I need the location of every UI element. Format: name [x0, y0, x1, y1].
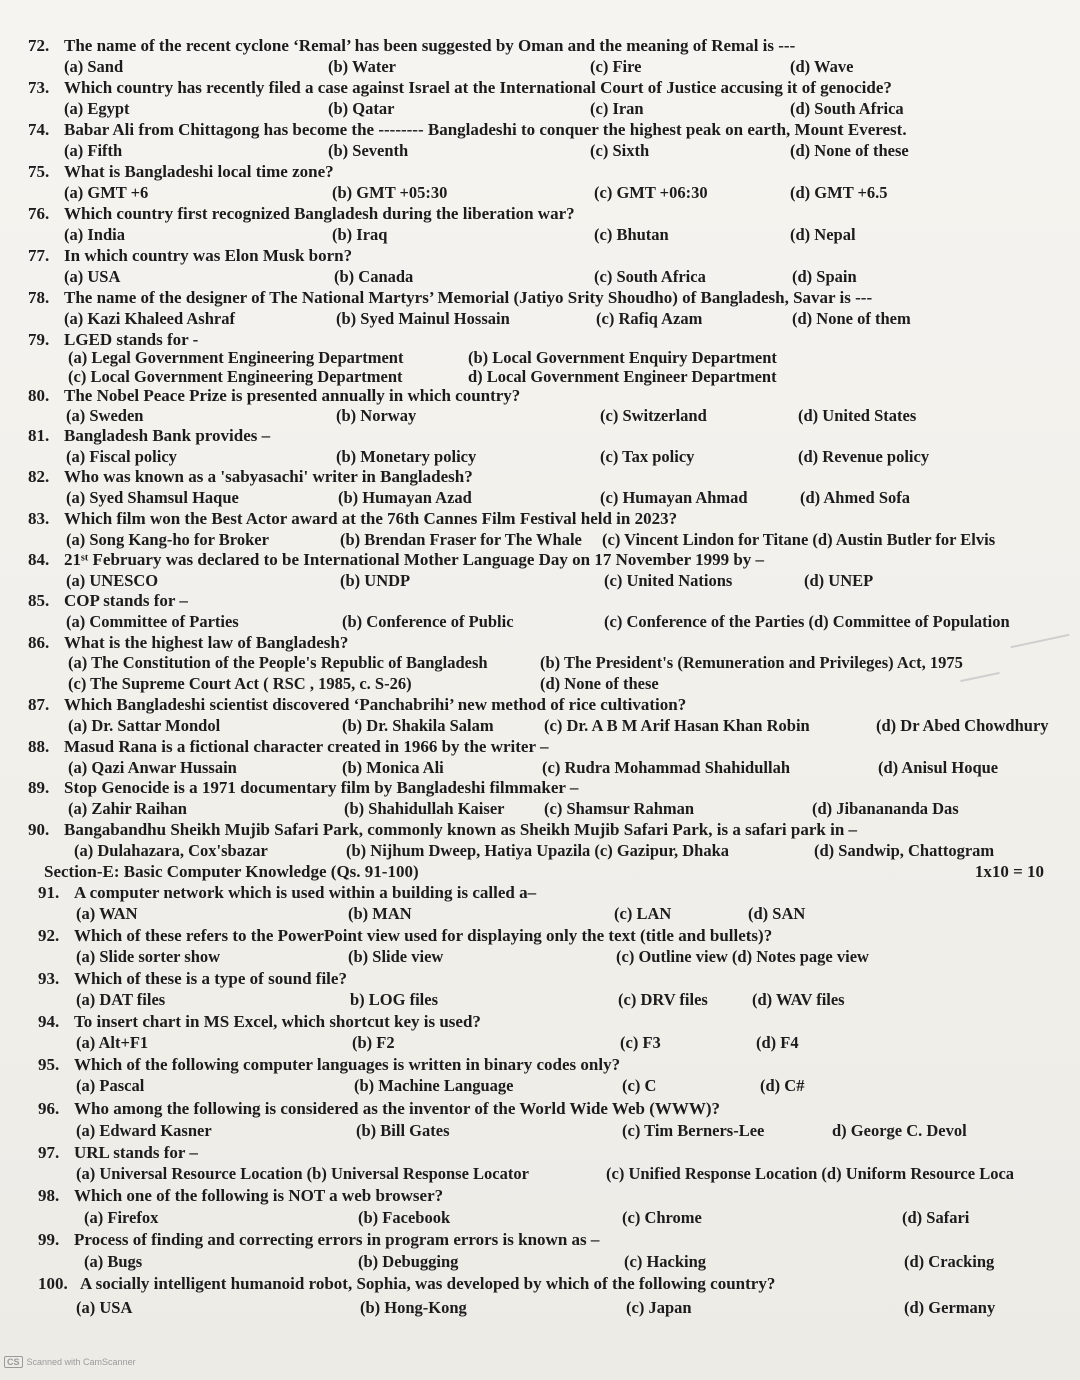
option-a[interactable]: (a) UNESCO	[66, 571, 159, 590]
options-76	[64, 225, 1074, 245]
question-83	[28, 509, 1068, 529]
option-a[interactable]: (a) Song Kang-ho for Broker	[66, 530, 269, 549]
option-b[interactable]: (b) Water	[328, 57, 396, 76]
option-d[interactable]: (d) Sandwip, Chattogram	[814, 841, 995, 860]
option-a[interactable]: (a) Dulahazara, Cox'sbazar	[74, 841, 268, 860]
question-72	[28, 36, 1068, 56]
section-heading	[44, 862, 1044, 882]
options-77	[64, 267, 1074, 287]
question-number: 76.	[28, 204, 50, 223]
question-text: COP stands for –	[64, 591, 188, 610]
question-number: 95.	[38, 1055, 60, 1074]
question-number: 97.	[38, 1143, 60, 1162]
question-80	[28, 386, 1068, 406]
option-c[interactable]: (c) Iran	[590, 99, 644, 118]
option-b[interactable]: (b) Monetary policy	[336, 447, 477, 466]
option-a[interactable]: (a) The Constitution of the People's Republic of Bangladesh	[68, 653, 488, 672]
option-b[interactable]: (b) UNDP	[340, 571, 411, 590]
option-c-d[interactable]: (c) Outline view (d) Notes page view	[616, 947, 869, 966]
option-d[interactable]: (d) SAN	[748, 904, 806, 923]
question-88	[28, 737, 1068, 757]
question-98	[38, 1186, 1078, 1206]
options-91	[76, 904, 1080, 924]
options-89	[64, 799, 1074, 819]
options-100	[76, 1298, 1080, 1318]
question-text: LGED stands for -	[64, 330, 199, 349]
options-88	[64, 758, 1074, 778]
question-73	[28, 78, 1068, 98]
option-a[interactable]: (a) Firefox	[84, 1208, 159, 1227]
option-a-b[interactable]: (a) Universal Resource Location (b) Universal Response Locator	[76, 1164, 529, 1183]
question-number: 79.	[28, 330, 50, 349]
section-marks: 1x10 = 10	[974, 862, 1044, 881]
option-b[interactable]: (b) F2	[352, 1033, 395, 1052]
options-94	[76, 1033, 1080, 1053]
question-text: The name of the recent cyclone ‘Remal’ has been suggested by Oman and the meaning of Remal is ---	[64, 36, 796, 55]
options-72	[64, 57, 1074, 77]
question-text: Which country has recently filed a case against Israel at the International Court of Justice accusing it of genocide?	[64, 78, 892, 97]
question-text: Babar Ali from Chittagong has become the -------- Bangladeshi to conquer the highest peak on earth, Mount Everest.	[64, 120, 907, 139]
options-84	[64, 571, 1074, 591]
question-number: 73.	[28, 78, 50, 97]
option-a[interactable]: (a) Sand	[64, 57, 124, 76]
options-78	[64, 309, 1074, 329]
options-97	[76, 1164, 1076, 1184]
option-d[interactable]: (d) Dr Abed Chowdhury	[876, 716, 1049, 735]
question-number: 89.	[28, 778, 50, 797]
options-85	[64, 612, 1074, 632]
option-b[interactable]: (b) Shahidullah Kaiser	[344, 799, 505, 818]
option-a[interactable]: (a) Alt+F1	[76, 1033, 149, 1052]
question-text: Who among the following is considered as the inventor of the World Wide Web (WWW)?	[74, 1099, 721, 1118]
question-96	[38, 1099, 1078, 1119]
option-c[interactable]: (c) Rafiq Azam	[596, 309, 703, 328]
options-92	[76, 947, 1080, 967]
options-86-row2	[64, 674, 1074, 694]
question-75	[28, 162, 1068, 182]
option-c[interactable]: (c) DRV files	[618, 990, 708, 1009]
option-c[interactable]: (c) Rudra Mohammad Shahidullah	[542, 758, 791, 777]
option-b[interactable]: (b) Dr. Shakila Salam	[342, 716, 494, 735]
question-number: 96.	[38, 1099, 60, 1118]
options-86-row1	[64, 653, 1074, 673]
options-80	[64, 406, 1074, 426]
question-text: Which of these is a type of sound file?	[74, 969, 347, 988]
question-text: Which film won the Best Actor award at the 76th Cannes Film Festival held in 2023?	[64, 509, 678, 528]
options-79-row1	[64, 348, 1074, 368]
question-86	[28, 633, 1068, 653]
option-a[interactable]: (a) USA	[64, 267, 121, 286]
option-d[interactable]: (d) GMT +6.5	[790, 183, 888, 202]
option-a[interactable]: (a) Fifth	[64, 141, 123, 160]
question-text: A socially intelligent humanoid robot, Sophia, was developed by which of the following country?	[80, 1274, 776, 1293]
option-c[interactable]: (c) Chrome	[622, 1208, 702, 1227]
option-b[interactable]: (b) Facebook	[358, 1208, 451, 1227]
question-94	[38, 1012, 1078, 1032]
option-c[interactable]: (c) LAN	[614, 904, 672, 923]
option-b[interactable]: (b) Bill Gates	[356, 1121, 450, 1140]
question-81	[28, 426, 1068, 446]
option-d[interactable]: d) Local Government Engineer Department	[468, 367, 777, 386]
option-b[interactable]: (b) The President's (Remuneration and Privileges) Act, 1975	[540, 653, 963, 672]
camscanner-logo: CS	[4, 1356, 23, 1368]
question-number: 90.	[28, 820, 50, 839]
option-d[interactable]: (d) WAV files	[752, 990, 845, 1009]
option-c[interactable]: (c) Local Government Engineering Department	[68, 367, 403, 386]
question-number: 85.	[28, 591, 50, 610]
option-b[interactable]: (b) Canada	[334, 267, 414, 286]
option-a[interactable]: (a) Kazi Khaleed Ashraf	[64, 309, 235, 328]
question-number: 77.	[28, 246, 50, 265]
option-b[interactable]: (b) MAN	[348, 904, 412, 923]
question-number: 94.	[38, 1012, 60, 1031]
option-d[interactable]: (d) United States	[798, 406, 917, 425]
question-number: 91.	[38, 883, 60, 902]
question-97	[38, 1143, 1078, 1163]
option-b[interactable]: (b) Syed Mainul Hossain	[336, 309, 510, 328]
option-b-c[interactable]: (b) Nijhum Dweep, Hatiya Upazila (c) Gazipur, Dhaka	[346, 841, 730, 860]
question-text: Stop Genocide is a 1971 documentary film by Bangladeshi filmmaker –	[64, 778, 579, 797]
option-c[interactable]: (c) Tax policy	[600, 447, 695, 466]
option-d[interactable]: (d) Jibanananda Das	[812, 799, 959, 818]
option-d[interactable]: (d) Anisul Hoque	[878, 758, 999, 777]
options-98	[84, 1208, 1080, 1228]
question-number: 81.	[28, 426, 50, 445]
option-b[interactable]: (b) Qatar	[328, 99, 395, 118]
question-text: The name of the designer of The National Martyrs’ Memorial (Jatiyo Srity Shoudho) of Bangladesh, Savar is ---	[64, 288, 873, 307]
option-a[interactable]: (a) Edward Kasner	[76, 1121, 212, 1140]
option-b[interactable]: (b) Monica Ali	[342, 758, 444, 777]
option-a[interactable]: (a) Legal Government Engineering Department	[68, 348, 404, 367]
question-number: 100.	[38, 1274, 68, 1293]
option-c-d[interactable]: (c) Unified Response Location (d) Uniform Resource Loca	[606, 1164, 1015, 1183]
question-77	[28, 246, 1068, 266]
question-text: Which Bangladeshi scientist discovered ‘Panchabrihi’ new method of rice cultivation?	[64, 695, 687, 714]
option-d[interactable]: (d) Nepal	[790, 225, 856, 244]
option-c[interactable]: (c) The Supreme Court Act ( RSC , 1985, c. S-26)	[68, 674, 412, 693]
option-c[interactable]: (c) Humayan Ahmad	[600, 488, 748, 507]
options-79-row2	[64, 367, 1074, 387]
option-d[interactable]: (d) Wave	[790, 57, 854, 76]
option-a[interactable]: (a) Committee of Parties	[66, 612, 239, 631]
option-c[interactable]: (c) C	[622, 1076, 657, 1095]
question-84	[28, 550, 1068, 570]
question-number: 74.	[28, 120, 50, 139]
option-d[interactable]: d) George C. Devol	[832, 1121, 967, 1140]
option-c[interactable]: (c) Shamsur Rahman	[544, 799, 695, 818]
question-100	[38, 1274, 1078, 1294]
option-b[interactable]: (b) Seventh	[328, 141, 409, 160]
scanner-watermark	[4, 1356, 136, 1368]
option-a[interactable]: (a) Qazi Anwar Hussain	[68, 758, 237, 777]
question-text: Which one of the following is NOT a web browser?	[74, 1186, 444, 1205]
option-a[interactable]: (a) GMT +6	[64, 183, 149, 202]
option-a[interactable]: (a) Fiscal policy	[66, 447, 177, 466]
option-c[interactable]: (c) South Africa	[594, 267, 706, 286]
options-95	[76, 1076, 1080, 1096]
options-96	[76, 1121, 1080, 1141]
option-c[interactable]: (c) Switzerland	[600, 406, 707, 425]
option-c[interactable]: (c) GMT +06:30	[594, 183, 708, 202]
question-87	[28, 695, 1068, 715]
option-a[interactable]: (a) WAN	[76, 904, 138, 923]
option-a[interactable]: (a) Dr. Sattar Mondol	[68, 716, 221, 735]
question-text: Which country first recognized Bangladesh during the liberation war?	[64, 204, 575, 223]
question-text: 21ˢᵗ February was declared to be International Mother Language Day on 17 November 1999 by –	[64, 550, 765, 569]
scanner-text: Scanned with CamScanner	[26, 1357, 136, 1367]
option-b[interactable]: (b) Humayan Azad	[338, 488, 472, 507]
question-74	[28, 120, 1068, 140]
option-b[interactable]: (b) Machine Language	[354, 1076, 514, 1095]
option-d[interactable]: (d) Spain	[792, 267, 857, 286]
question-82	[28, 467, 1068, 487]
option-c-d[interactable]: (c) Vincent Lindon for Titane (d) Austin Butler for Elvis	[602, 530, 996, 549]
option-b[interactable]: (b) Debugging	[358, 1252, 459, 1271]
option-d[interactable]: (d) Cracking	[904, 1252, 995, 1271]
question-93	[38, 969, 1078, 989]
option-a[interactable]: (a) Sweden	[66, 406, 144, 425]
option-d[interactable]: (d) South Africa	[790, 99, 904, 118]
question-number: 82.	[28, 467, 50, 486]
question-text: To insert chart in MS Excel, which shortcut key is used?	[74, 1012, 481, 1031]
option-d[interactable]: (d) Safari	[902, 1208, 970, 1227]
section-title: Section-E: Basic Computer Knowledge (Qs. 91-100)	[44, 862, 419, 881]
question-text: Process of finding and correcting errors in program errors is known as –	[74, 1230, 600, 1249]
question-text: Which of these refers to the PowerPoint view used for displaying only the text (title and bullets)?	[74, 926, 773, 945]
question-number: 88.	[28, 737, 50, 756]
question-number: 75.	[28, 162, 50, 181]
option-b[interactable]: (b) GMT +05:30	[332, 183, 448, 202]
question-text: Which of the following computer languages is written in binary codes only?	[74, 1055, 621, 1074]
question-number: 98.	[38, 1186, 60, 1205]
question-92	[38, 926, 1078, 946]
question-text: In which country was Elon Musk born?	[64, 246, 353, 265]
question-number: 80.	[28, 386, 50, 405]
option-a[interactable]: (a) Egypt	[64, 99, 130, 118]
option-c[interactable]: (c) Fire	[590, 57, 642, 76]
option-a[interactable]: (a) Pascal	[76, 1076, 145, 1095]
option-d[interactable]: (d) Germany	[904, 1298, 996, 1317]
option-b[interactable]: (b) Iraq	[332, 225, 388, 244]
question-number: 84.	[28, 550, 50, 569]
option-d[interactable]: (d) Revenue policy	[798, 447, 930, 466]
option-a[interactable]: (a) Syed Shamsul Haque	[66, 488, 239, 507]
option-c[interactable]: (c) Dr. A B M Arif Hasan Khan Robin	[544, 716, 810, 735]
question-85	[28, 591, 1068, 611]
question-76	[28, 204, 1068, 224]
question-number: 99.	[38, 1230, 60, 1249]
options-75	[64, 183, 1074, 203]
question-text: Who was known as a 'sabyasachi' writer in Bangladesh?	[64, 467, 473, 486]
option-a[interactable]: (a) Bugs	[84, 1252, 143, 1271]
options-99	[84, 1252, 1080, 1272]
question-text: What is Bangladeshi local time zone?	[64, 162, 334, 181]
question-number: 92.	[38, 926, 60, 945]
option-b[interactable]: (b) Slide view	[348, 947, 444, 966]
question-text: A computer network which is used within a building is called a–	[74, 883, 537, 902]
question-number: 83.	[28, 509, 50, 528]
option-a[interactable]: (a) Zahir Raihan	[68, 799, 187, 818]
options-83	[64, 530, 1074, 550]
option-c[interactable]: (c) Bhutan	[594, 225, 669, 244]
option-c[interactable]: (c) F3	[620, 1033, 661, 1052]
question-number: 87.	[28, 695, 50, 714]
option-a[interactable]: (a) DAT files	[76, 990, 166, 1009]
question-90	[28, 820, 1068, 840]
question-89	[28, 778, 1068, 798]
option-b[interactable]: (b) Hong-Kong	[360, 1298, 467, 1317]
option-d[interactable]: (d) Ahmed Sofa	[800, 488, 911, 507]
question-text: Bangabandhu Sheikh Mujib Safari Park, commonly known as Sheikh Mujib Safari Park, is a safari park in –	[64, 820, 858, 839]
option-d[interactable]: (d) F4	[756, 1033, 799, 1052]
option-d[interactable]: (d) None of them	[792, 309, 911, 328]
option-b[interactable]: (b) Brendan Fraser for The Whale	[340, 530, 582, 549]
options-82	[64, 488, 1074, 508]
question-79	[28, 330, 1068, 350]
question-text: The Nobel Peace Prize is presented annually in which country?	[64, 386, 521, 405]
question-91	[38, 883, 1078, 903]
option-d[interactable]: (d) UNEP	[804, 571, 874, 590]
options-74	[64, 141, 1074, 161]
question-99	[38, 1230, 1078, 1250]
options-81	[64, 447, 1074, 467]
question-number: 78.	[28, 288, 50, 307]
option-a[interactable]: (a) Slide sorter show	[76, 947, 221, 966]
option-c[interactable]: (c) United Nations	[604, 571, 733, 590]
option-a[interactable]: (a) India	[64, 225, 125, 244]
question-text: Masud Rana is a fictional character created in 1966 by the writer –	[64, 737, 549, 756]
option-d[interactable]: (d) None of these	[540, 674, 659, 693]
option-c[interactable]: (c) Japan	[626, 1298, 692, 1317]
option-b[interactable]: b) LOG files	[350, 990, 439, 1009]
option-d[interactable]: (d) C#	[760, 1076, 805, 1095]
option-b[interactable]: (b) Norway	[336, 406, 417, 425]
question-78	[28, 288, 1068, 308]
options-93	[76, 990, 1080, 1010]
question-95	[38, 1055, 1078, 1075]
question-text: Bangladesh Bank provides –	[64, 426, 271, 445]
question-text: URL stands for –	[74, 1143, 198, 1162]
options-90	[64, 841, 1074, 861]
option-c-d[interactable]: (c) Conference of the Parties (d) Committee of Population	[604, 612, 1010, 631]
question-number: 93.	[38, 969, 60, 988]
option-c[interactable]: (c) Tim Berners-Lee	[622, 1121, 765, 1140]
option-c[interactable]: (c) Hacking	[624, 1252, 707, 1271]
option-b[interactable]: (b) Local Government Enquiry Department	[468, 348, 777, 367]
option-d[interactable]: (d) None of these	[790, 141, 909, 160]
question-text: What is the highest law of Bangladesh?	[64, 633, 349, 652]
question-number: 86.	[28, 633, 50, 652]
option-c[interactable]: (c) Sixth	[590, 141, 650, 160]
options-87	[64, 716, 1074, 736]
option-a[interactable]: (a) USA	[76, 1298, 133, 1317]
option-b[interactable]: (b) Conference of Public	[342, 612, 514, 631]
options-73	[64, 99, 1074, 119]
question-number: 72.	[28, 36, 50, 55]
